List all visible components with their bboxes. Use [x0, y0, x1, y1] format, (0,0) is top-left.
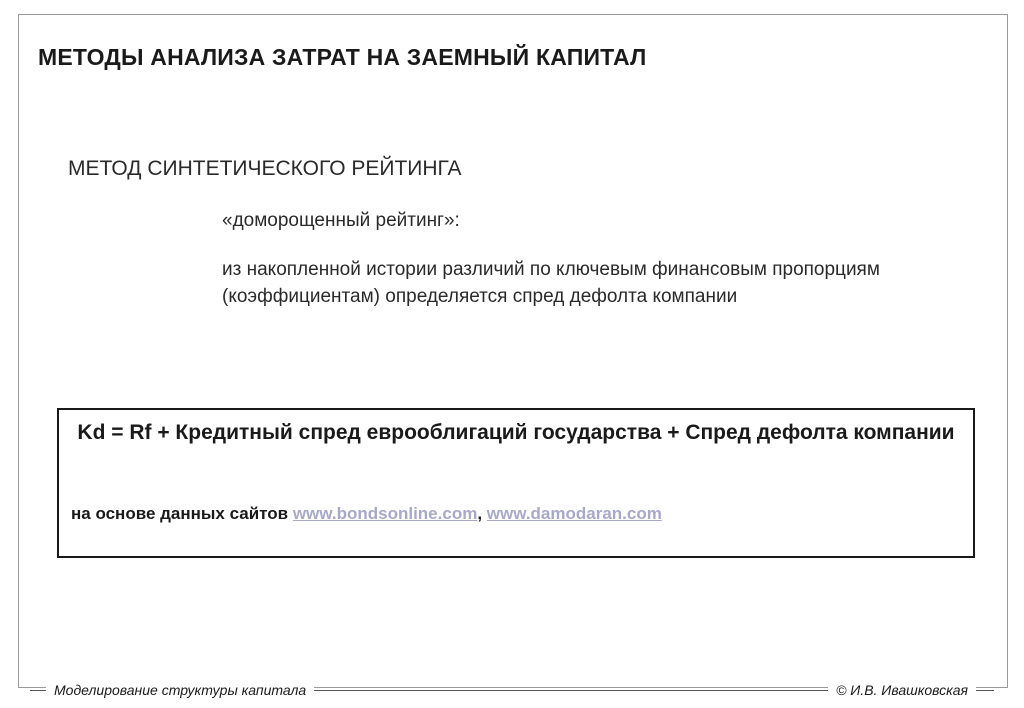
footer-course-title: Моделирование структуры капитала [46, 680, 314, 700]
quote-term: «доморощенный рейтинг»: [222, 210, 460, 231]
formula-box [57, 408, 975, 558]
method-description: из накопленной истории различий по ключевым финансовым пропорциям (коэффициентам) определяется спред дефолта компании [222, 259, 880, 307]
sources-prefix: на основе данных сайтов [71, 504, 293, 523]
slide-frame [18, 14, 1008, 688]
footer-author: © И.В. Ивашковская [828, 680, 976, 700]
cost-of-debt-formula: Kd = Rf + Кредитный спред еврооблигаций государства + Спред дефолта компании [77, 421, 955, 444]
section-subtitle: МЕТОД СИНТЕТИЧЕСКОГО РЕЙТИНГА [68, 157, 462, 180]
damodaran-link[interactable]: www.damodaran.com [486, 504, 662, 523]
footer [30, 680, 994, 700]
bondsonline-link[interactable]: www.bondsonline.com [292, 504, 478, 523]
sources-line [71, 504, 662, 524]
sources-separator: , [477, 504, 487, 523]
page-title: МЕТОДЫ АНАЛИЗА ЗАТРАТ НА ЗАЕМНЫЙ КАПИТАЛ [38, 44, 647, 70]
